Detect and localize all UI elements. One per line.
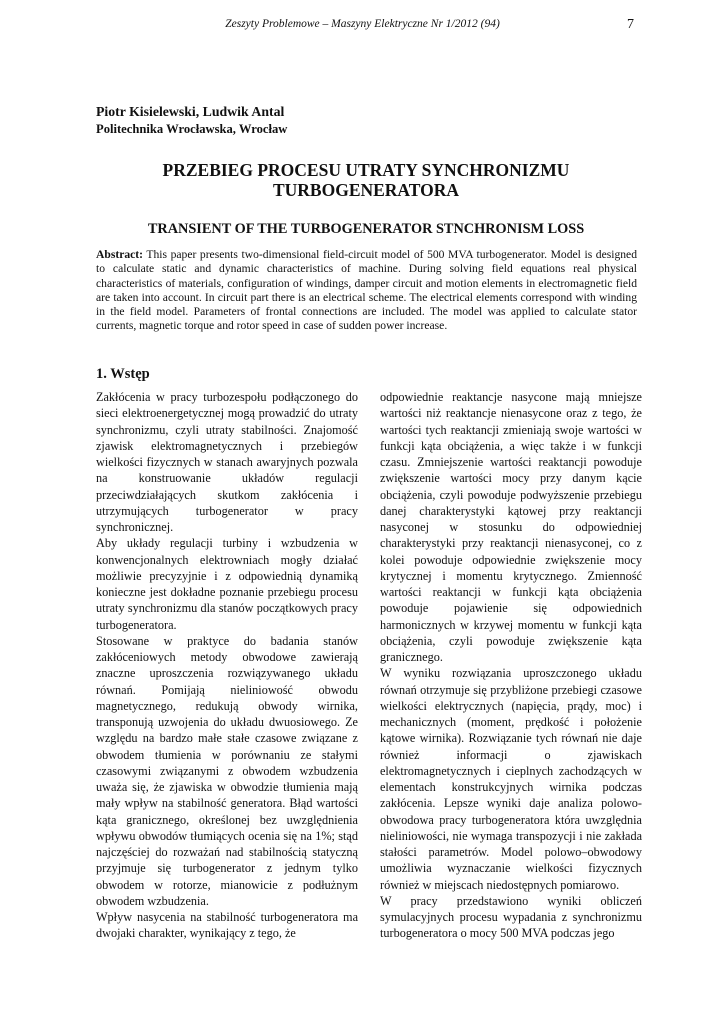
paragraph: Wpływ nasycenia na stabilność turbogeneratora ma dwojaki charakter, wynikający z tego, że (96, 910, 358, 941)
paragraph: Stosowane w praktyce do badania stanów zakłóceniowych metody obwodowe zawierają znaczne uproszczenia rozwiązywanego układu równań. Pomijają nieliniowość obwodu magnetycznego, redukują obwody wirnika, transponują uzwojenia do układu dwuosiowego. Ze względu na bardzo małe stałe czasowe związane z obwodem tłumienia w porównaniu ze stałymi czasowymi związanymi z obwodem wzbudzenia uważa się, że zjawiska w obwodzie tłumienia mają mały wpływ na stabilność generatora. Błąd wartości kąta granicznego, określonej bez uwzględnienia wpływu obwodów tłumiących ocenia się na 1%; stąd najczęściej do rozważań nad stabilnością statyczną przyjmuje się turbogenerator z jednym tylko obwodem w rotorze, mianowicie z podłużnym obwodem wzbudzenia. (96, 633, 358, 908)
affiliation: Politechnika Wrocławska, Wrocław (96, 122, 288, 136)
title-line-1: PRZEBIEG PROCESU UTRATY SYNCHRONIZMU (162, 160, 570, 180)
paragraph: W wyniku rozwiązania uproszczonego układu równań otrzymuje się przybliżone przebiegi czasowe wielkości elektrycznych (napięcia, prądy, moc) i mechanicznych (moment, prędkość i położenie kątowe wirnika). Rozwiązanie tych równań nie daje również informacji o zjawiskach elektromagnetycznych i cieplnych zachodzących w elementach konstrukcyjnych wirnika podczas zakłócenia. Lepsze wyniki daje analiza polowo-obwodowa pracy turbogeneratora która uwzględnia nieliniowości, nie wymaga transpozycji i nie zakłada stałości parametrów. Model polowo–obwodowy umożliwia wyznaczanie wielkości fizycznych również w miejscach niedostępnych pomiarowo. (380, 666, 642, 892)
running-header (0, 18, 725, 38)
paragraph: Zakłócenia w pracy turbozespołu podłączonego do sieci elektroenergetycznej mogą prowadzić do utraty synchronizmu, czyli utraty stabilności. Znajomość zjawisk elektromagnetycznych i przebiegów wielkości fizycznych w stanach awaryjnych pozwala na konstruowanie układów regulacji przeciwdziałających skutkom zakłócenia i utrzymujących turbogenerator w pracy synchronicznej. (96, 390, 358, 534)
paragraph: Aby układy regulacji turbiny i wzbudzenia w konwencjonalnych elektrowniach mogły działać możliwie precyzyjnie i z odpowiednią dynamiką konieczne jest dokładne poznanie przebiegu procesu utraty synchronizmu dla stanów początkowych pracy turbogeneratora. (96, 536, 358, 632)
abstract-label: Abstract: (96, 248, 144, 261)
title-line-2: TURBOGENERATORA (272, 180, 460, 200)
paragraph: odpowiednie reaktancje nasycone mają mniejsze wartości niż reaktancje nienasycone oraz z tego, że wartości tych reaktancji zmieniają swoje wartości w funkcji kąta obciążenia, a więc także i w funkcji czasu. Zmniejszenie wartości reaktancji powoduje zwiększenie wartości mocy przy danym kącie obciążenia, czyli powoduje podwyższenie przebiegu danej charakterystyki kątowej przy reaktancji nasyconej w stosunku do odpowiedniej charakterystyki przy reaktancji nienasyconej, co z kolei powoduje odpowiednie zwiększenie mocy krytycznej i momentu krytycznego. Zmienność wartości reaktancji w funkcji kąta obciążenia powoduje pojawienie się odpowiednich harmonicznych w krzywej momentu w funkcji kąta obciążenia, czyli powoduje zwiększenie kąta granicznego. (380, 390, 642, 664)
paper-title (96, 160, 636, 200)
paper-subtitle: TRANSIENT OF THE TURBOGENERATOR STNCHRONISM LOSS (147, 221, 585, 237)
page-number: 7 (627, 17, 634, 32)
authors: Piotr Kisielewski, Ludwik Antal (96, 104, 285, 119)
paragraph: W pracy przedstawiono wyniki obliczeń symulacyjnych procesu wypadania z synchronizmu turbogeneratora o mocy 500 MVA podczas jego (380, 893, 642, 941)
journal-title: Zeszyty Problemowe – Maszyny Elektryczne Nr 1/2012 (94) (225, 18, 500, 30)
abstract (96, 248, 637, 334)
abstract-text: This paper presents two-dimensional field-circuit model of 500 MVA turbogenerator. Model is designed to calculate static and dynamic characteristics of machine. During solving field equations real physical characteristics of materials, configuration of windings, damper circuit and motion elements in electromagnetic field are taken into account. In circuit part there is an electrical scheme. The electrical elements correspond with winding in the field model. Parameters of frontal connections are included. The model was applied to calculate stator currents, magnetic torque and rotor speed in case of sudden power increase. (96, 248, 637, 333)
right-column (380, 389, 642, 942)
left-column (96, 389, 358, 942)
section-heading: 1. Wstęp (96, 366, 150, 382)
